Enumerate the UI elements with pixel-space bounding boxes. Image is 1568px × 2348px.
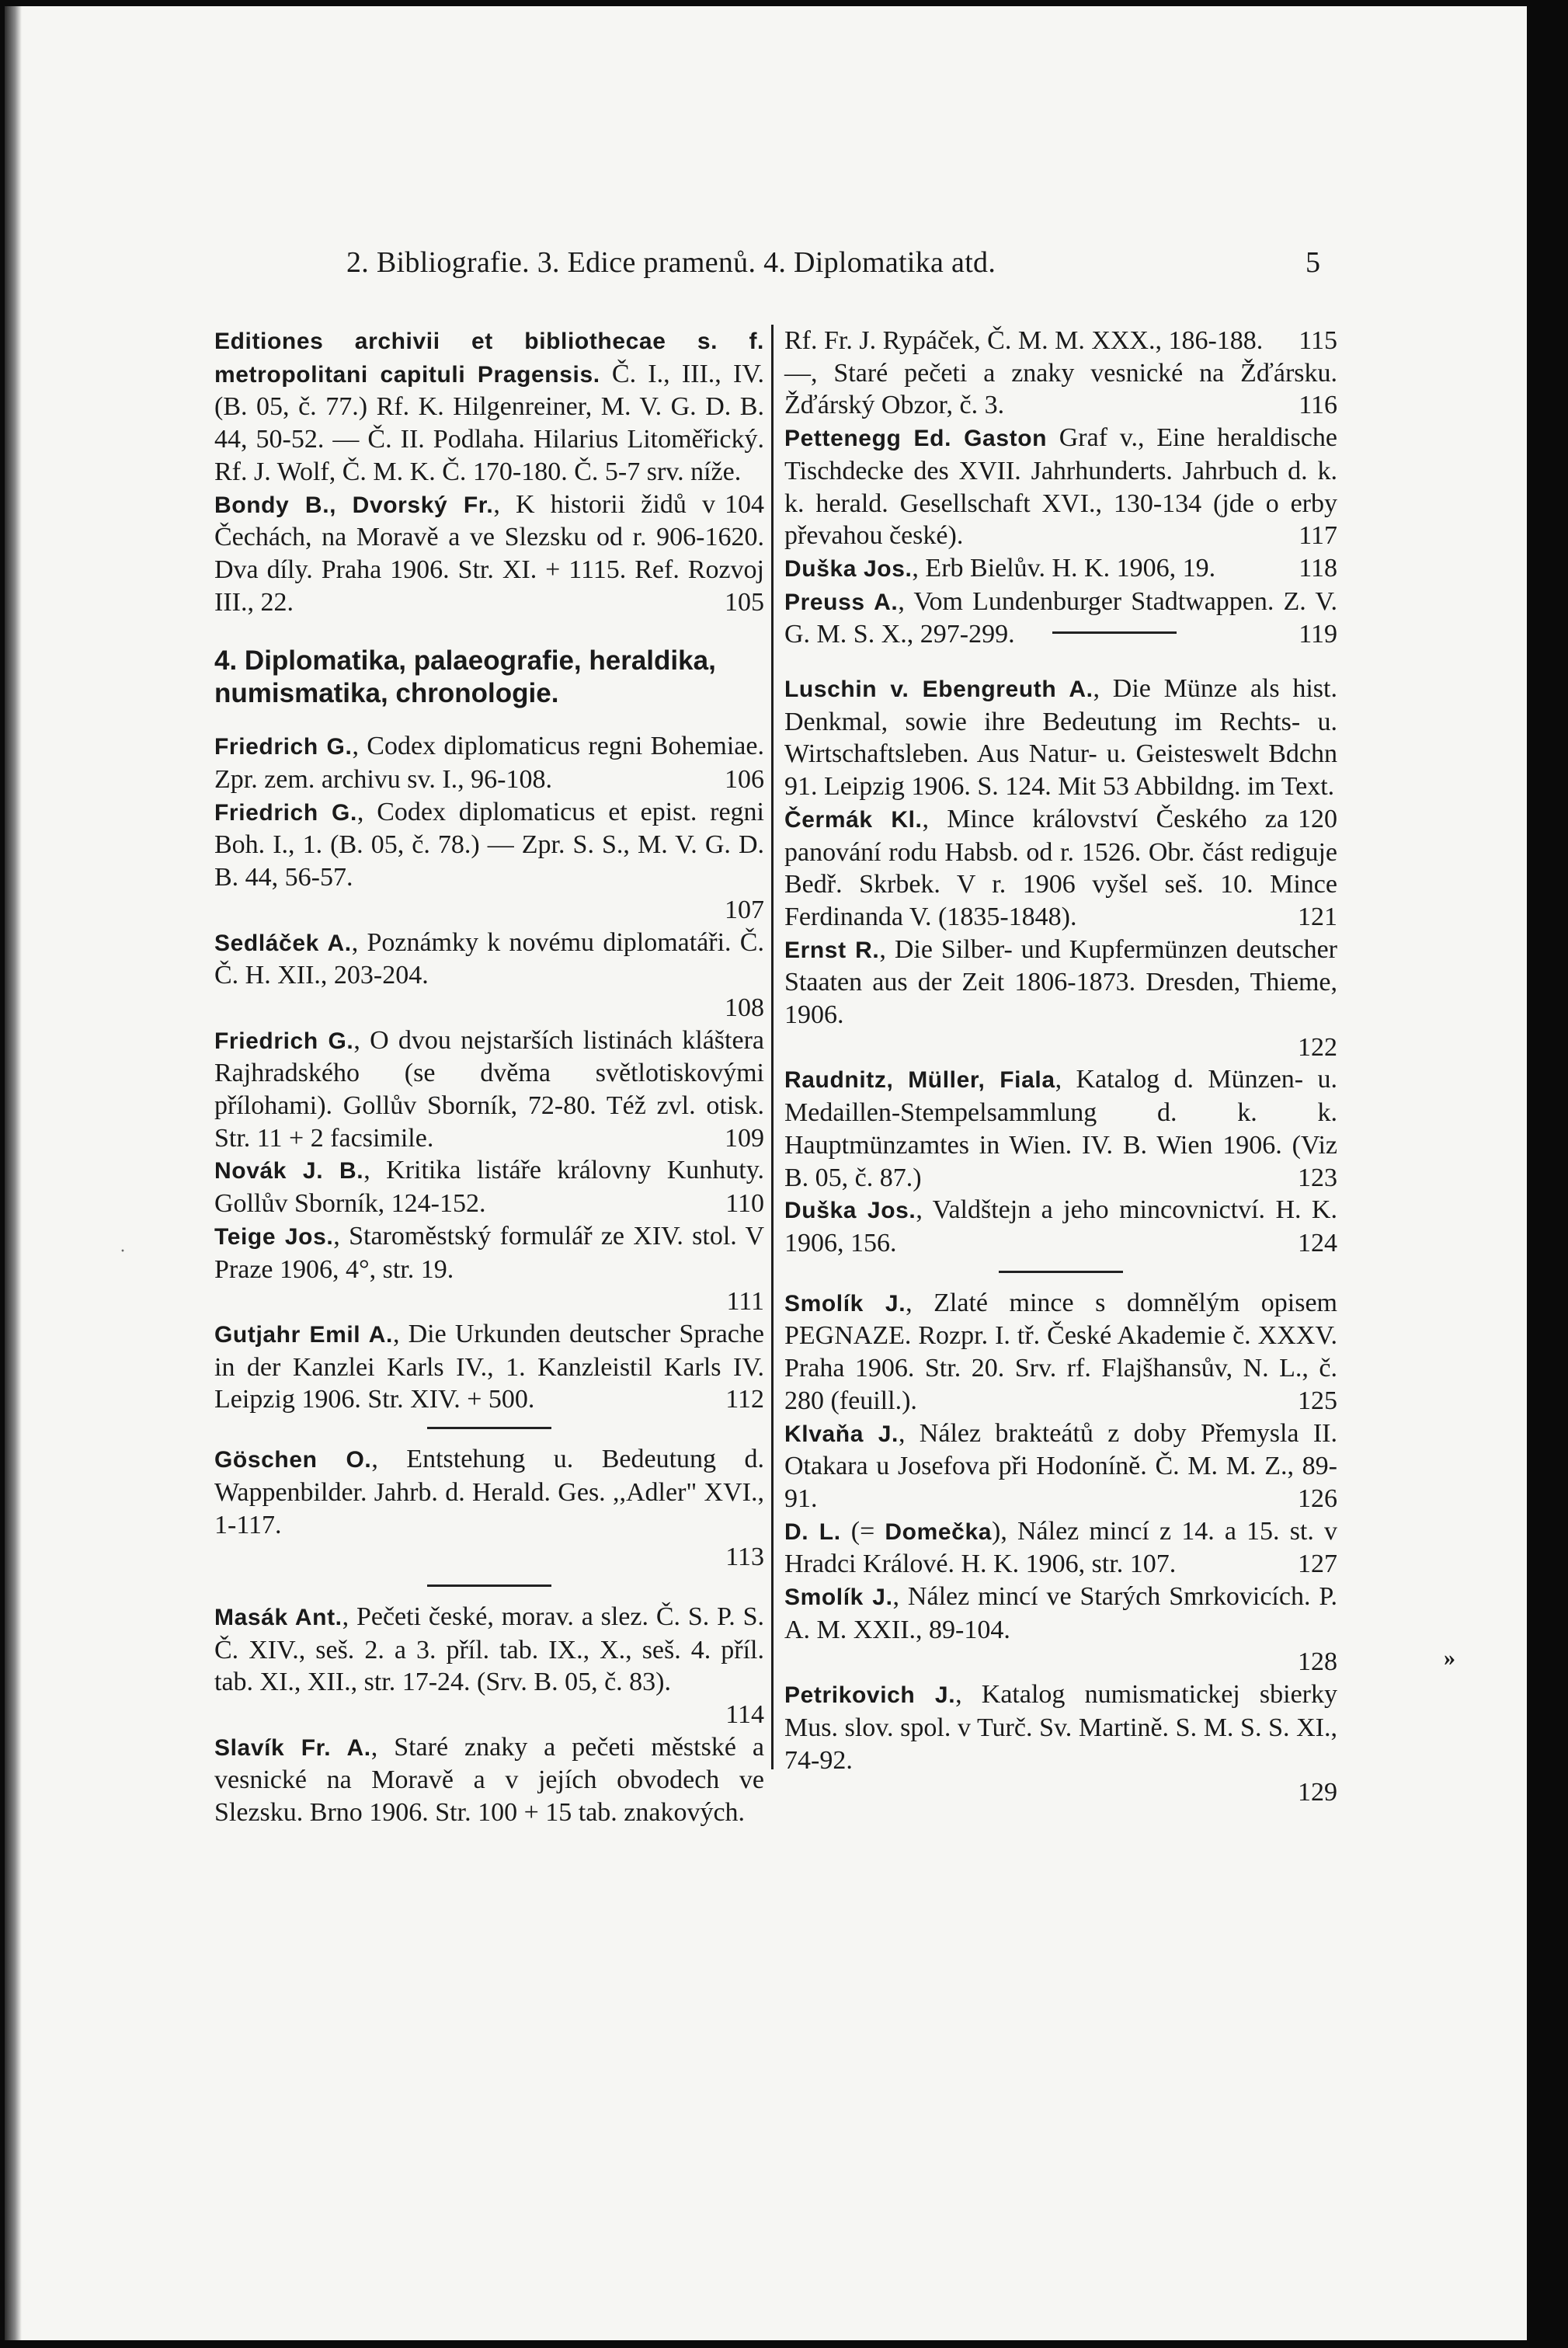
entry-author: Novák J. B. [214,1158,364,1184]
entry-text: , Vom Lundenburger Stadtwappen. Z. V. G. M. S. X., 297-299. [784,586,1338,649]
page-number: 5 [1306,246,1321,279]
scan-border [1529,0,1568,2348]
entry-number: 117 [1299,521,1337,551]
entry-number: 125 [1298,1386,1337,1415]
entry-author: Petrikovich J. [784,1682,956,1709]
entry-number: 118 [1299,553,1337,583]
entry-author: Raudnitz, Müller, Fiala [784,1067,1055,1094]
entry-number: 116 [1299,391,1337,420]
entry-text: , Katalog numismatickej sbierky Mus. slov. spol. v Turč. Sv. Martině. S. M. S. S. XI., 74-92. [784,1680,1337,1775]
entry-text: ), Nález mincí z 14. a 15. st. v Hradci Králové. H. K. 1906, str. 107. [784,1516,1338,1579]
entry-text: , Katalog d. Münzen- u. Medaillen-Stempelsammlung d. k. k. Hauptmünzamtes in Wien. IV. B. Wien 1906. (Viz B. 05, č. 87.) [784,1065,1337,1192]
entry-author: Preuss A. [784,589,899,615]
bibliography-entry [214,1443,764,1574]
page-spine-shadow [5,6,22,2340]
entry-number: 108 [725,993,764,1022]
bibliography-entry [214,1318,764,1416]
entry-text: , Nález mincí ve Starých Smrkovicích. P. A. M. XXII., 89-104. [784,1582,1338,1644]
entry-text: , Pečeti české, morav. a slez. Č. S. P. S. Č. XIV., seš. 2. a 3. příl. tab. IX., X., seš. 4. příl. tab. XI., XII., str. 17-24. (Srv. B. 05, č. 83). [214,1602,764,1697]
entry-text: —, Staré pečeti a znaky vesnické na Žďársku. Žďárský Obzor, č. 3. [784,358,1337,420]
bibliography-entry [784,1287,1337,1417]
entry-text: , Zlaté mince s domnělým opisem PEGNAZE. Rozpr. I. tř. České Akademie č. XXXV. Praha 1906. Str. 20. Srv. rf. Flajšhansův, N. L., č. 280 (feuill.). [784,1288,1337,1415]
bibliography-entry [214,796,764,927]
entry-author: Duška Jos. [784,1198,916,1224]
entry-text: , O dvou nejstarších listinách kláštera Rajhradského (se dvěma světlotiskovými přílohami). Gollův Sborník, 72-80. Též zvl. otisk. Str. 11 + 2 facsimile. [214,1025,764,1153]
entry-number: 129 [1298,1778,1337,1807]
right-column [784,325,1337,1809]
bibliography-entry [784,1063,1337,1194]
entry-number: 115 [1299,326,1337,355]
entry-number: 112 [725,1385,764,1414]
entry-number: 104 [725,489,764,519]
entry-number: 120 [1298,804,1337,833]
running-title: 2. Bibliografie. 3. Edice pramenů. 4. Diplomatika atd. [346,246,996,279]
entry-author: Duška Jos. [784,555,913,582]
entry-text: , Staroměstský formulář ze XIV. stol. V Praze 1906, 4°, str. 19. [214,1221,764,1284]
entry-number: 128 [1298,1647,1337,1677]
entry-number: 113 [725,1543,764,1572]
entry-text: , Die Urkunden deutscher Sprache in der Kanzlei Karls IV., 1. Kanzleistil Karls IV. Leipzig 1906. Str. XIV. + 500. [214,1319,764,1414]
bibliography-entry [784,552,1337,586]
entry-author: Göschen O. [214,1447,372,1473]
entry-text: , Erb Bielův. H. K. 1906, 19. [912,553,1216,583]
bibliography-entry [784,422,1337,552]
entry-text: , Codex diplomaticus regni Bohemiae. Zpr. zem. archivu sv. I., 96-108. [214,732,764,795]
entry-author: Bondy B., Dvorský Fr. [214,492,494,518]
bibliography-entry [214,489,764,619]
entry-text: , Staré znaky a pečeti městské a vesnické na Moravě a v jejích obvodech ve Slezsku. Brno 1906. Str. 100 + 15 tab. znakových. [214,1732,764,1828]
margin-mark: » [1444,1645,1455,1671]
entry-author: Luschin v. Ebengreuth A. [784,677,1093,703]
bibliography-entry [214,1601,764,1731]
entry-text: , Kritika listáře královny Kunhuty. Gollův Sborník, 124-152. [214,1156,764,1219]
separator-rule [1052,631,1177,634]
entry-number: 105 [725,587,764,617]
bibliography-entry [784,803,1337,934]
entry-author: D. L. [784,1518,841,1545]
entry-author: Smolík J. [784,1584,893,1611]
entry-number: 126 [1298,1484,1337,1513]
entry-text-mid: (= [840,1516,885,1546]
bibliography-entry [784,1417,1337,1515]
entry-number: 123 [1298,1163,1337,1192]
entry-author: Masák Ant. [214,1604,342,1630]
bibliography-entry [214,1024,764,1155]
running-header [5,245,1527,284]
entry-author: Slavík Fr. A. [214,1734,371,1761]
entry-text: , Poznámky k novému diplomatáři. Č. Č. H. XII., 203-204. [214,927,764,990]
separator-rule [427,1427,551,1429]
entry-author: Čermák Kl. [784,806,923,833]
entry-author: Friedrich G. [214,799,357,826]
entry-author: Pettenegg Ed. Gaston [784,426,1048,452]
entry-author: Teige Jos. [214,1223,334,1250]
entry-text: , Die Silber- und Kupfermünzen deutscher Staaten aus der Zeit 1806-1873. Dresden, Thieme, 1906. [784,934,1337,1030]
bibliography-entry [784,1515,1337,1581]
entry-number: 106 [725,765,764,795]
left-column [214,325,764,1829]
entry-author: Friedrich G. [214,734,353,760]
entry-number: 110 [725,1189,764,1219]
bibliography-entry [784,1581,1337,1678]
entry-text: , Valdštejn a jeho mincovnictví. H. K. 1906, 156. [784,1195,1337,1257]
bibliography-entry [784,325,1337,357]
entry-text: Č. I., III., IV. (B. 05, č. 77.) Rf. K. Hilgenreiner, M. V. G. D. B. 44, 50-52. — Č. II. Podlaha. Hilarius Litoměřický. Rf. J. Wolf, Č. M. K. Č. 170-180. Č. 5-7 srv. níže. [214,359,764,486]
entry-text: , Entstehung u. Bedeutung d. Wappenbilder. Jahrb. d. Herald. Ges. ,,Adler" XVI., 1-117. [214,1445,764,1539]
book-page [5,6,1527,2340]
bibliography-entry [214,927,764,1024]
entry-author: Friedrich G. [214,1028,354,1054]
entry-text: , Die Münze als hist. Denkmal, sowie ihre Bedeutung im Rechts- u. Wirtschaftsleben. Aus Natur- u. Geisteswelt Bdchn 91. Leipzig 1906. S. 124. Mit 53 Abbildng. im Text. [784,674,1337,802]
entry-text: , Nález brakteátů z doby Přemysla II. Otakara u Josefova při Hodoníně. Č. M. M. Z., 89-91. [784,1418,1337,1513]
entry-number: 127 [1298,1550,1337,1579]
bibliography-entry [214,1731,764,1829]
entry-number: 111 [726,1287,764,1317]
entry-author: Editiones archivii et bibliothecae s. f. metropolitani capituli Pragensis. [214,329,764,388]
bibliography-entry [784,934,1337,1064]
entry-number: 107 [725,895,764,924]
speck: · [120,1241,126,1261]
entry-author: Gutjahr Emil A. [214,1321,393,1348]
entry-number: 124 [1298,1228,1337,1257]
entry-number: 121 [1298,902,1337,931]
entry-text: , Mince království Českého za panování rodu Habsb. od r. 1526. Obr. část rediguje Bedř. Skrbek. V r. 1906 vyšel seš. 10. Mince Ferdinanda V. (1835-1848). [784,804,1337,931]
entry-author: Ernst R. [784,937,880,963]
entry-text: Rf. Fr. J. Rypáček, Č. M. M. XXX., 186-188. [784,326,1264,355]
bibliography-entry [214,730,764,795]
separator-rule [999,1271,1123,1273]
separator-rule [427,1584,551,1587]
entry-number: 122 [1298,1032,1337,1062]
bibliography-entry [784,586,1337,651]
entry-author: Sedláček A. [214,930,352,956]
bibliography-entry [784,1194,1337,1259]
bibliography-entry [214,1154,764,1219]
entry-text: , K historii židů v Čechách, na Moravě a ve Slezsku od r. 906-1620. Dva díly. Praha 1906. Str. XI. + 1115. Ref. Rozvoj III., 22. [214,489,764,617]
bibliography-entry [784,1678,1337,1809]
bibliography-entry [214,1220,764,1318]
entry-text: Graf v., Eine heraldische Tischdecke des XVII. Jahrhunderts. Jahrbuch d. k. k. herald. Gesellschaft XVI., 130-134 (jde o erby převahou české). [784,423,1337,551]
section-title: 4. Diplomatika, palaeografie, heraldika, numismatika, chronologie. [214,645,716,709]
entry-number: 114 [725,1700,764,1730]
entry-text: , Codex diplomaticus et epist. regni Boh. I., 1. (B. 05, č. 78.) — Zpr. S. S., M. V. G. D. B. 44, 56-57. [214,797,764,892]
entry-number: 109 [725,1123,764,1153]
entry-author: Klvaňa J. [784,1421,899,1447]
entry-author: Smolík J. [784,1290,906,1317]
entry-author-secondary: Domečka [885,1518,993,1545]
bibliography-entry [784,357,1337,422]
entry-number: 119 [1299,620,1337,649]
column-divider [771,325,774,1769]
